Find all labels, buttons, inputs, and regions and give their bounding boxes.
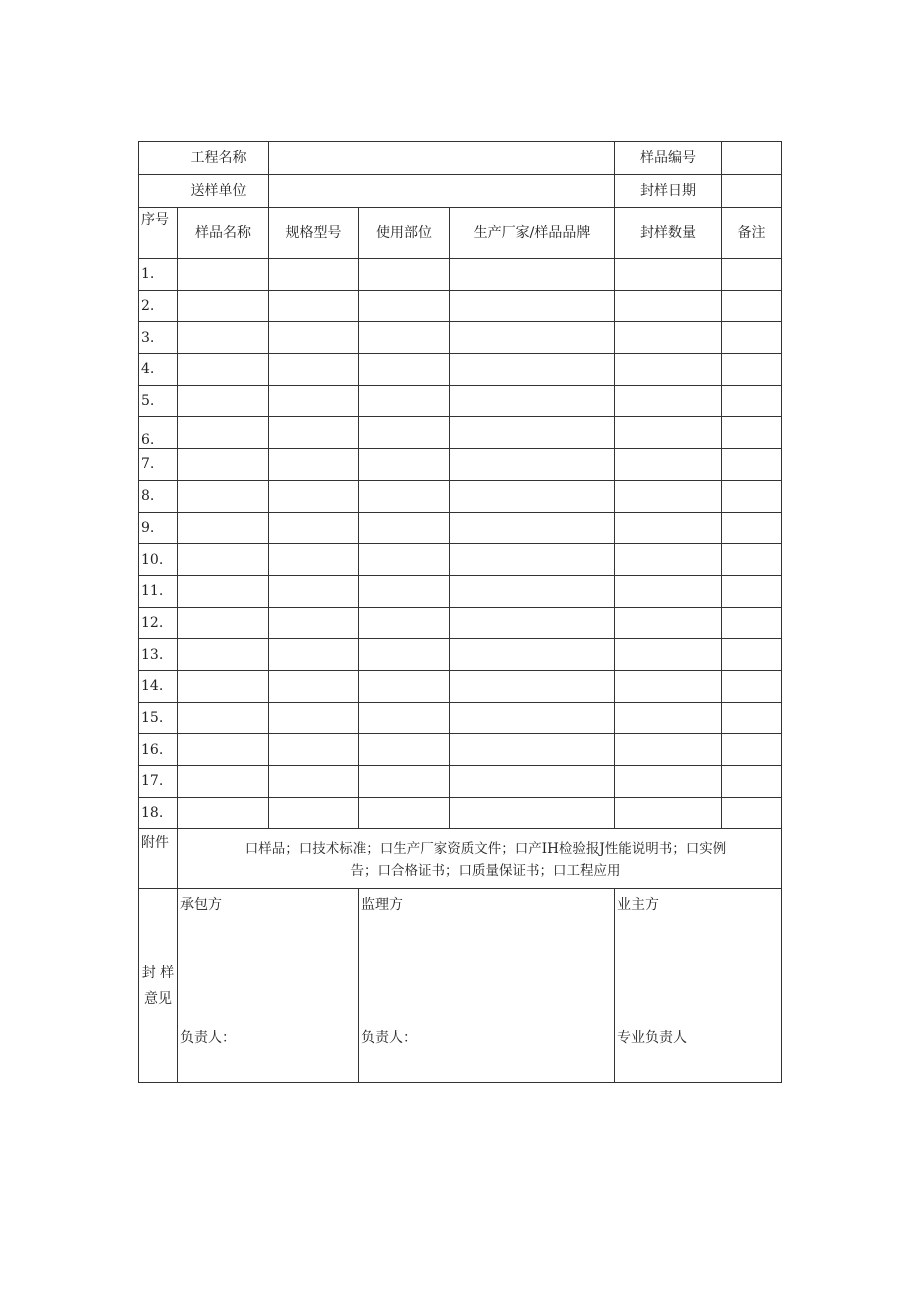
row-number: 12. — [139, 607, 178, 639]
quantity-cell[interactable] — [615, 702, 722, 734]
row-number: 7. — [139, 449, 178, 481]
table-row — [139, 290, 782, 322]
column-header-quantity: 封样数量 — [615, 208, 722, 259]
supervisor-title: 监理方 — [361, 897, 403, 914]
quantity-cell[interactable] — [615, 766, 722, 798]
quantity-cell[interactable] — [615, 512, 722, 544]
sample-name-cell[interactable] — [178, 575, 269, 607]
column-header-row — [139, 208, 782, 259]
row-number: 3. — [139, 322, 178, 354]
manufacturer-cell[interactable] — [450, 702, 615, 734]
row-number: 2. — [139, 290, 178, 322]
location-cell[interactable] — [359, 449, 450, 481]
quantity-cell[interactable] — [615, 322, 722, 354]
quantity-cell[interactable] — [615, 607, 722, 639]
table-row — [139, 797, 782, 829]
table-row — [139, 544, 782, 576]
location-cell[interactable] — [359, 512, 450, 544]
manufacturer-cell[interactable] — [450, 766, 615, 798]
row-number: 9. — [139, 512, 178, 544]
sample-seal-form — [138, 141, 782, 1083]
manufacturer-cell[interactable] — [450, 322, 615, 354]
spec-cell[interactable] — [269, 417, 359, 449]
sample-name-cell[interactable] — [178, 544, 269, 576]
location-cell[interactable] — [359, 670, 450, 702]
location-cell[interactable] — [359, 797, 450, 829]
contractor-signature-label: 负责人： — [180, 1030, 236, 1047]
sample-name-cell[interactable] — [178, 449, 269, 481]
table-row — [139, 322, 782, 354]
table-row — [139, 449, 782, 481]
sample-name-cell[interactable] — [178, 322, 269, 354]
column-header-no: 序号 — [139, 208, 178, 259]
sample-no-label: 样品编号 — [615, 142, 722, 175]
manufacturer-cell[interactable] — [450, 734, 615, 766]
attachment-label: 附件 — [139, 829, 178, 889]
remarks-cell[interactable] — [722, 607, 782, 639]
spec-cell[interactable] — [269, 544, 359, 576]
quantity-cell[interactable] — [615, 259, 722, 291]
spec-cell[interactable] — [269, 259, 359, 291]
table-row — [139, 385, 782, 417]
manufacturer-cell[interactable] — [450, 354, 615, 386]
sender-label: 送样单位 — [139, 175, 269, 208]
row-number: 8. — [139, 480, 178, 512]
seal-opinion-label-line2: 意见 — [144, 990, 172, 1007]
remarks-cell[interactable] — [722, 797, 782, 829]
remarks-cell[interactable] — [722, 417, 782, 449]
sample-name-cell[interactable] — [178, 797, 269, 829]
column-header-sample-name: 样品名称 — [178, 208, 269, 259]
remarks-cell[interactable] — [722, 290, 782, 322]
sample-name-cell[interactable] — [178, 766, 269, 798]
table-row — [139, 639, 782, 671]
sample-name-cell[interactable] — [178, 670, 269, 702]
owner-title: 业主方 — [617, 897, 660, 914]
remarks-cell[interactable] — [722, 575, 782, 607]
spec-cell[interactable] — [269, 322, 359, 354]
manufacturer-cell[interactable] — [450, 385, 615, 417]
attachment-options — [178, 829, 782, 889]
table-row — [139, 670, 782, 702]
manufacturer-cell[interactable] — [450, 259, 615, 291]
location-cell[interactable] — [359, 417, 450, 449]
manufacturer-cell[interactable] — [450, 607, 615, 639]
location-cell[interactable] — [359, 322, 450, 354]
contractor-section[interactable] — [178, 889, 359, 1083]
row-number: 18. — [139, 797, 178, 829]
column-header-spec: 规格型号 — [269, 208, 359, 259]
row-number: 14. — [139, 670, 178, 702]
row-number: 13. — [139, 639, 178, 671]
table-row — [139, 480, 782, 512]
spec-cell[interactable] — [269, 449, 359, 481]
sample-name-cell[interactable] — [178, 385, 269, 417]
quantity-cell[interactable] — [615, 575, 722, 607]
table-row — [139, 259, 782, 291]
location-cell[interactable] — [359, 766, 450, 798]
sample-name-cell[interactable] — [178, 607, 269, 639]
seal-date-field[interactable] — [722, 175, 782, 208]
remarks-cell[interactable] — [722, 766, 782, 798]
location-cell[interactable] — [359, 354, 450, 386]
table-row — [139, 575, 782, 607]
supervisor-signature-label: 负责人： — [361, 1030, 417, 1047]
manufacturer-cell[interactable] — [450, 449, 615, 481]
attachment-options-line2: 告；口合格证书；口质量保证书；口工程应用 — [350, 862, 621, 879]
row-number: 15. — [139, 702, 178, 734]
manufacturer-cell[interactable] — [450, 639, 615, 671]
manufacturer-cell[interactable] — [450, 797, 615, 829]
remarks-cell[interactable] — [722, 734, 782, 766]
remarks-cell[interactable] — [722, 512, 782, 544]
table-row — [139, 607, 782, 639]
manufacturer-cell[interactable] — [450, 575, 615, 607]
spec-cell[interactable] — [269, 385, 359, 417]
spec-cell[interactable] — [269, 670, 359, 702]
quantity-cell[interactable] — [615, 797, 722, 829]
quantity-cell[interactable] — [615, 449, 722, 481]
row-number: 6. — [139, 417, 178, 449]
sender-row — [139, 175, 782, 208]
table-row — [139, 354, 782, 386]
location-cell[interactable] — [359, 702, 450, 734]
sample-name-cell[interactable] — [178, 259, 269, 291]
spec-cell[interactable] — [269, 575, 359, 607]
column-header-location: 使用部位 — [359, 208, 450, 259]
spec-cell[interactable] — [269, 607, 359, 639]
remarks-cell[interactable] — [722, 639, 782, 671]
remarks-cell[interactable] — [722, 354, 782, 386]
quantity-cell[interactable] — [615, 290, 722, 322]
row-number: 1. — [139, 259, 178, 291]
manufacturer-cell[interactable] — [450, 670, 615, 702]
row-number: 4. — [139, 354, 178, 386]
column-header-remarks: 备注 — [722, 208, 782, 259]
row-number: 16. — [139, 734, 178, 766]
column-header-manufacturer: 生产厂家/样品品牌 — [450, 208, 615, 259]
project-name-label: 工程名称 — [139, 142, 269, 175]
sample-no-field[interactable] — [722, 142, 782, 175]
quantity-cell[interactable] — [615, 385, 722, 417]
location-cell[interactable] — [359, 480, 450, 512]
project-name-row — [139, 142, 782, 175]
quantity-cell[interactable] — [615, 670, 722, 702]
owner-section[interactable] — [615, 889, 782, 1083]
location-cell[interactable] — [359, 607, 450, 639]
seal-date-label: 封样日期 — [615, 175, 722, 208]
location-cell[interactable] — [359, 575, 450, 607]
sample-name-cell[interactable] — [178, 734, 269, 766]
quantity-cell[interactable] — [615, 354, 722, 386]
row-number: 5. — [139, 385, 178, 417]
row-number: 10. — [139, 544, 178, 576]
sample-name-cell[interactable] — [178, 354, 269, 386]
location-cell[interactable] — [359, 290, 450, 322]
remarks-cell[interactable] — [722, 480, 782, 512]
sample-name-cell[interactable] — [178, 639, 269, 671]
table-row — [139, 417, 782, 449]
spec-cell[interactable] — [269, 290, 359, 322]
manufacturer-cell[interactable] — [450, 480, 615, 512]
spec-cell[interactable] — [269, 702, 359, 734]
remarks-cell[interactable] — [722, 259, 782, 291]
owner-signature-label: 专业负责人 — [617, 1030, 688, 1047]
table-row — [139, 766, 782, 798]
location-cell[interactable] — [359, 639, 450, 671]
supervisor-section[interactable] — [359, 889, 615, 1083]
spec-cell[interactable] — [269, 639, 359, 671]
seal-opinion-row — [139, 889, 782, 1083]
sample-name-cell[interactable] — [178, 417, 269, 449]
manufacturer-cell[interactable] — [450, 544, 615, 576]
spec-cell[interactable] — [269, 512, 359, 544]
row-number: 17. — [139, 766, 178, 798]
table-row — [139, 734, 782, 766]
sample-name-cell[interactable] — [178, 702, 269, 734]
spec-cell[interactable] — [269, 734, 359, 766]
project-name-field[interactable] — [269, 142, 615, 175]
remarks-cell[interactable] — [722, 322, 782, 354]
quantity-cell[interactable] — [615, 544, 722, 576]
sample-name-cell[interactable] — [178, 480, 269, 512]
sample-name-cell[interactable] — [178, 512, 269, 544]
table-row — [139, 702, 782, 734]
sender-field[interactable] — [269, 175, 615, 208]
quantity-cell[interactable] — [615, 639, 722, 671]
row-number: 11. — [139, 575, 178, 607]
contractor-title: 承包方 — [180, 897, 222, 914]
attachment-row — [139, 829, 782, 889]
manufacturer-cell[interactable] — [450, 512, 615, 544]
manufacturer-cell[interactable] — [450, 417, 615, 449]
remarks-cell[interactable] — [722, 670, 782, 702]
location-cell[interactable] — [359, 544, 450, 576]
sample-name-cell[interactable] — [178, 290, 269, 322]
spec-cell[interactable] — [269, 797, 359, 829]
location-cell[interactable] — [359, 385, 450, 417]
remarks-cell[interactable] — [722, 702, 782, 734]
remarks-cell[interactable] — [722, 449, 782, 481]
remarks-cell[interactable] — [722, 385, 782, 417]
quantity-cell[interactable] — [615, 480, 722, 512]
spec-cell[interactable] — [269, 354, 359, 386]
spec-cell[interactable] — [269, 766, 359, 798]
location-cell[interactable] — [359, 734, 450, 766]
quantity-cell[interactable] — [615, 734, 722, 766]
seal-opinion-label — [139, 889, 178, 1083]
manufacturer-cell[interactable] — [450, 290, 615, 322]
location-cell[interactable] — [359, 259, 450, 291]
seal-opinion-label-line1: 封 样 — [141, 964, 175, 981]
spec-cell[interactable] — [269, 480, 359, 512]
remarks-cell[interactable] — [722, 544, 782, 576]
table-row — [139, 512, 782, 544]
attachment-options-line1: 口样品；口技术标准；口生产厂家资质文件；口产IH检验报J性能说明书；口实例 — [244, 840, 727, 857]
quantity-cell[interactable] — [615, 417, 722, 449]
